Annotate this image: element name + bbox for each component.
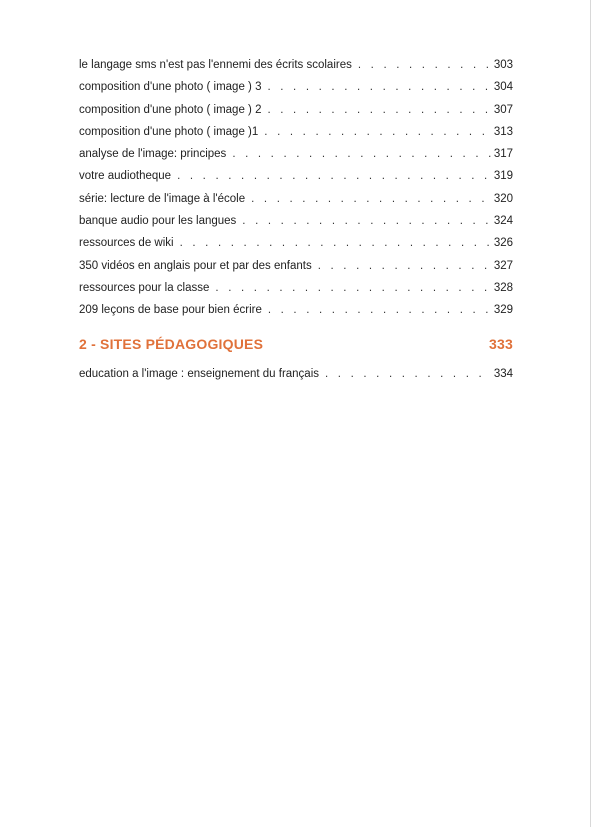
toc-entry-page: 317 bbox=[493, 148, 513, 161]
toc-entry-title: composition d'une photo ( image ) 3 bbox=[79, 81, 262, 94]
toc-dot-leader bbox=[232, 143, 492, 165]
toc-entry-title: composition d'une photo ( image )1 bbox=[79, 125, 259, 138]
toc-entry-title: ressources de wiki bbox=[79, 237, 174, 250]
toc-entry-title: ressources pour la classe bbox=[79, 281, 210, 294]
toc-entry-list bbox=[79, 54, 513, 322]
toc-entry[interactable] bbox=[79, 121, 513, 143]
section-entry-list bbox=[79, 363, 513, 385]
toc-dot-leader bbox=[318, 255, 492, 277]
toc-entry-page: 319 bbox=[493, 170, 513, 183]
toc-entry-page: 334 bbox=[493, 367, 513, 380]
toc-entry-title: education a l'image : enseignement du français bbox=[79, 367, 320, 380]
toc-entry-title: banque audio pour les langues bbox=[79, 215, 237, 228]
toc-entry-title: le langage sms n'est pas l'ennemi des écrits scolaires bbox=[79, 59, 352, 71]
toc-entry-page: 326 bbox=[493, 237, 513, 250]
toc-entry[interactable] bbox=[79, 232, 513, 254]
toc-entry[interactable] bbox=[79, 210, 513, 232]
toc-dot-leader bbox=[215, 277, 491, 299]
toc-dot-leader bbox=[251, 188, 492, 210]
toc-entry-page: 329 bbox=[493, 304, 513, 317]
toc-entry-title: 350 vidéos en anglais pour et par des enfants bbox=[79, 259, 312, 272]
section-title: 2 - SITES PÉDAGOGIQUES bbox=[79, 335, 264, 352]
toc-entry-page: 327 bbox=[493, 259, 513, 272]
toc-entry-title: votre audiotheque bbox=[79, 170, 172, 183]
toc-entry[interactable] bbox=[79, 54, 513, 76]
toc-entry-page: 304 bbox=[493, 81, 513, 94]
toc-entry[interactable] bbox=[79, 299, 513, 321]
toc-dot-leader bbox=[177, 165, 492, 187]
toc-entry-page: 320 bbox=[493, 192, 513, 205]
toc-entry-title: 209 leçons de base pour bien écrire bbox=[79, 304, 262, 317]
toc-entry[interactable] bbox=[79, 99, 513, 121]
toc-dot-leader bbox=[264, 121, 492, 143]
toc-entry-page: 303 bbox=[493, 59, 513, 71]
toc-dot-leader bbox=[180, 232, 492, 254]
toc-dot-leader bbox=[242, 210, 492, 232]
toc-entry-title: analyse de l'image: principes bbox=[79, 148, 227, 161]
toc-entry[interactable] bbox=[79, 188, 513, 210]
toc-entry-title: série: lecture de l'image à l'école bbox=[79, 192, 246, 205]
toc-entry[interactable] bbox=[79, 165, 513, 187]
table-of-contents bbox=[79, 54, 513, 385]
toc-dot-leader bbox=[267, 76, 491, 98]
toc-entry-page: 313 bbox=[493, 125, 513, 138]
toc-entry-page: 328 bbox=[493, 281, 513, 294]
toc-entry[interactable] bbox=[79, 76, 513, 98]
toc-entry[interactable] bbox=[79, 277, 513, 299]
toc-entry-page: 307 bbox=[493, 103, 513, 116]
toc-dot-leader bbox=[268, 299, 492, 321]
toc-entry[interactable] bbox=[79, 143, 513, 165]
toc-entry[interactable] bbox=[79, 255, 513, 277]
toc-entry-title: composition d'une photo ( image ) 2 bbox=[79, 103, 262, 116]
section-page: 333 bbox=[489, 335, 513, 352]
section-heading[interactable] bbox=[79, 336, 513, 360]
toc-entry[interactable] bbox=[79, 363, 513, 385]
toc-entry-page: 324 bbox=[493, 215, 513, 228]
toc-dot-leader bbox=[358, 54, 492, 76]
toc-dot-leader bbox=[267, 99, 491, 121]
toc-dot-leader bbox=[325, 363, 492, 385]
